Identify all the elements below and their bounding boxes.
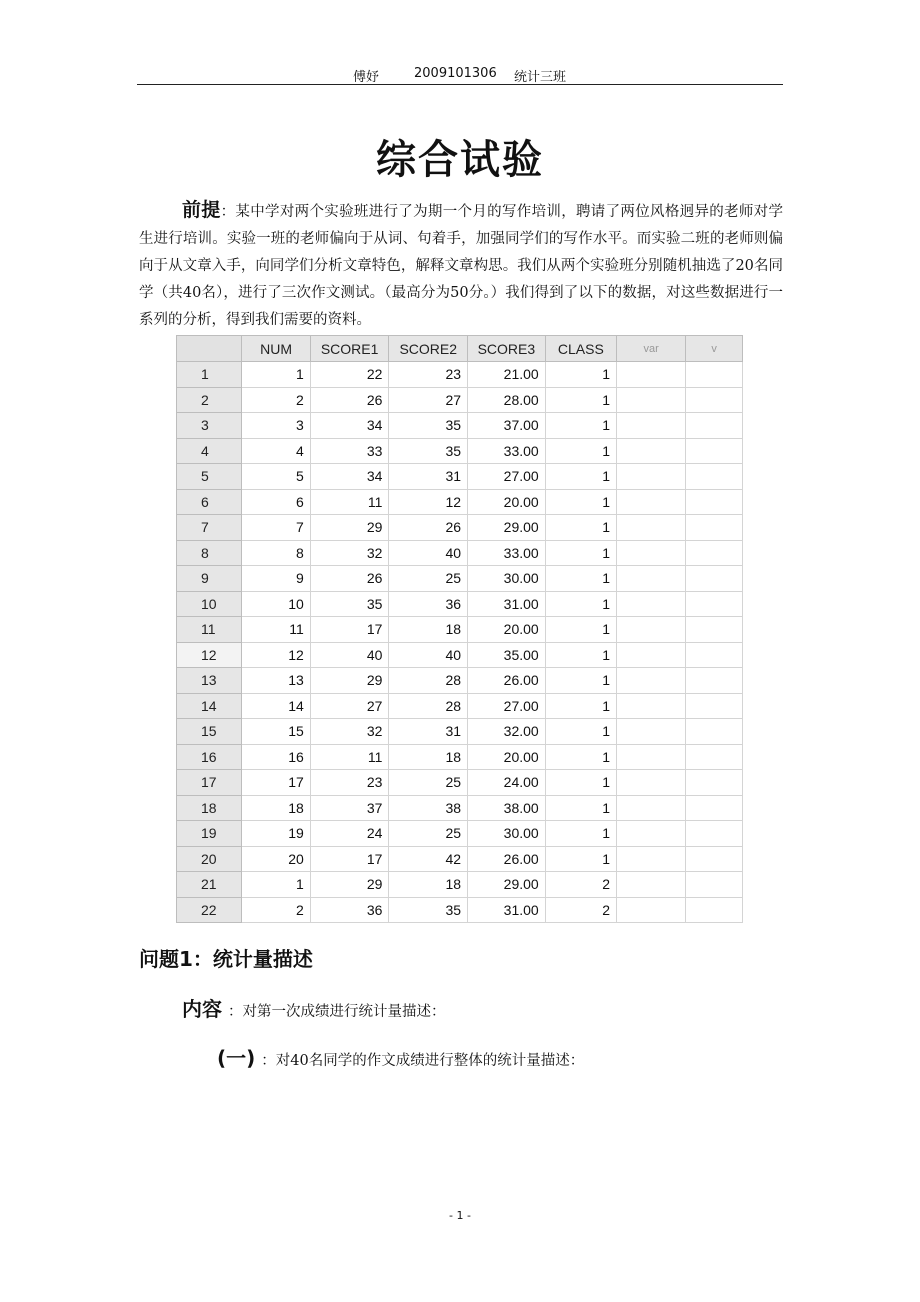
data-cell[interactable]: 33.00 <box>468 438 546 464</box>
table-row <box>177 668 743 694</box>
data-cell[interactable]: 25 <box>389 770 468 796</box>
data-cell[interactable]: 1 <box>545 387 616 413</box>
table-row <box>177 821 743 847</box>
data-cell[interactable]: 10 <box>242 591 311 617</box>
empty-cell[interactable] <box>686 642 743 668</box>
data-cell[interactable]: 4 <box>242 438 311 464</box>
content-line <box>182 993 446 1022</box>
empty-cell[interactable] <box>686 744 743 770</box>
data-cell[interactable]: 18 <box>389 744 468 770</box>
data-cell[interactable]: 1 <box>545 846 616 872</box>
row-number[interactable]: 13 <box>177 668 242 694</box>
empty-cell[interactable] <box>686 489 743 515</box>
data-cell[interactable]: 6 <box>242 489 311 515</box>
data-cell[interactable]: 2 <box>545 897 616 923</box>
page-header <box>137 66 783 85</box>
table-row <box>177 387 743 413</box>
data-cell[interactable]: 29.00 <box>468 515 546 541</box>
data-cell[interactable]: 28.00 <box>468 387 546 413</box>
page-number: - 1 - <box>449 1209 471 1222</box>
row-number[interactable]: 16 <box>177 744 242 770</box>
table-row <box>177 566 743 592</box>
data-cell[interactable]: 1 <box>545 566 616 592</box>
empty-cell[interactable] <box>686 821 743 847</box>
empty-cell[interactable] <box>686 464 743 490</box>
data-cell[interactable]: 1 <box>545 744 616 770</box>
data-cell[interactable]: 40 <box>389 642 468 668</box>
table-row <box>177 515 743 541</box>
data-cell[interactable]: 2 <box>545 872 616 898</box>
header-name: 傅妤 <box>353 70 380 85</box>
data-cell[interactable]: 35.00 <box>468 642 546 668</box>
empty-cell[interactable] <box>686 795 743 821</box>
data-cell[interactable]: 20 <box>242 846 311 872</box>
row-number[interactable]: 14 <box>177 693 242 719</box>
data-cell[interactable]: 37 <box>310 795 389 821</box>
data-cell[interactable]: 28 <box>389 668 468 694</box>
table-row <box>177 362 743 388</box>
row-number[interactable]: 19 <box>177 821 242 847</box>
data-cell[interactable]: 1 <box>545 464 616 490</box>
column-header-score3[interactable]: SCORE3 <box>468 336 546 362</box>
data-cell[interactable]: 38 <box>389 795 468 821</box>
empty-cell[interactable] <box>617 489 686 515</box>
data-cell[interactable]: 26 <box>310 566 389 592</box>
data-cell[interactable]: 42 <box>389 846 468 872</box>
data-cell[interactable]: 23 <box>310 770 389 796</box>
content-text: ：对第一次成绩进行统计量描述： <box>228 1004 446 1020</box>
empty-cell[interactable] <box>686 846 743 872</box>
empty-cell[interactable] <box>617 821 686 847</box>
table-row <box>177 642 743 668</box>
data-cell[interactable]: 1 <box>545 770 616 796</box>
data-cell[interactable]: 3 <box>242 413 311 439</box>
data-cell[interactable]: 26.00 <box>468 846 546 872</box>
data-cell[interactable]: 1 <box>242 872 311 898</box>
premise-text: ：某中学对两个实验班进行了为期一个月的写作培训，聘请了两位风格迥异的老师对学生进行培训。实验一班的老师偏向于从词、句着手，加强同学们的写作水平。而实验二班的老师则偏向于从文章入手，向同学们分析文章特色，解释文章构思。我们从两个实验班分别随机抽选了20名同学（共40名），进行了三次作文测试。（最高分为50分。）我们得到了以下的数据，对这些数据进行一系列的分析，得到我们需要的资料。 <box>139 204 783 328</box>
data-cell[interactable]: 17 <box>242 770 311 796</box>
column-header-num[interactable]: NUM <box>242 336 311 362</box>
data-cell[interactable]: 35 <box>389 413 468 439</box>
data-cell[interactable]: 7 <box>242 515 311 541</box>
table-row <box>177 846 743 872</box>
row-number[interactable]: 6 <box>177 489 242 515</box>
data-cell[interactable]: 35 <box>310 591 389 617</box>
data-cell[interactable]: 40 <box>389 540 468 566</box>
data-cell[interactable]: 31 <box>389 719 468 745</box>
empty-cell[interactable] <box>686 668 743 694</box>
column-header-var-2[interactable]: v <box>686 336 743 362</box>
header-class: 统计三班 <box>514 70 567 85</box>
header-student-id: 2009101306 <box>414 66 497 81</box>
data-cell[interactable]: 1 <box>545 693 616 719</box>
data-cell[interactable]: 20.00 <box>468 744 546 770</box>
data-cell[interactable]: 27.00 <box>468 464 546 490</box>
table-row <box>177 744 743 770</box>
data-cell[interactable]: 36 <box>389 591 468 617</box>
row-number[interactable]: 9 <box>177 566 242 592</box>
data-cell[interactable]: 11 <box>310 489 389 515</box>
data-spreadsheet <box>176 335 743 927</box>
row-number[interactable]: 5 <box>177 464 242 490</box>
data-cell[interactable]: 1 <box>545 438 616 464</box>
empty-cell[interactable] <box>617 795 686 821</box>
table-row <box>177 795 743 821</box>
empty-cell[interactable] <box>686 413 743 439</box>
header-row <box>177 336 743 362</box>
empty-cell[interactable] <box>686 515 743 541</box>
data-cell[interactable]: 1 <box>545 489 616 515</box>
row-number[interactable]: 20 <box>177 846 242 872</box>
table-row <box>177 438 743 464</box>
data-cell[interactable]: 29 <box>310 872 389 898</box>
data-cell[interactable]: 32 <box>310 540 389 566</box>
data-cell[interactable]: 1 <box>545 362 616 388</box>
table-row <box>177 770 743 796</box>
part-1-label: (一) <box>217 1046 256 1070</box>
row-number[interactable]: 1 <box>177 362 242 388</box>
empty-cell[interactable] <box>686 438 743 464</box>
data-cell[interactable]: 1 <box>545 668 616 694</box>
data-cell[interactable]: 19 <box>242 821 311 847</box>
data-cell[interactable]: 35 <box>389 438 468 464</box>
column-header-score2[interactable]: SCORE2 <box>389 336 468 362</box>
data-cell[interactable]: 26.00 <box>468 668 546 694</box>
data-cell[interactable]: 2 <box>242 897 311 923</box>
data-cell[interactable]: 30.00 <box>468 821 546 847</box>
data-cell[interactable]: 29.00 <box>468 872 546 898</box>
table-row <box>177 464 743 490</box>
data-cell[interactable]: 18 <box>389 617 468 643</box>
document-title: 综合试验 <box>376 137 544 183</box>
premise-paragraph <box>139 197 783 334</box>
empty-cell[interactable] <box>617 540 686 566</box>
table-row <box>177 897 743 923</box>
data-cell[interactable]: 22 <box>310 362 389 388</box>
empty-cell[interactable] <box>617 846 686 872</box>
empty-cell[interactable] <box>686 617 743 643</box>
empty-cell[interactable] <box>686 540 743 566</box>
empty-cell[interactable] <box>686 591 743 617</box>
data-cell[interactable]: 24 <box>310 821 389 847</box>
data-cell[interactable]: 31.00 <box>468 591 546 617</box>
part-1-line <box>217 1042 584 1071</box>
column-header-var[interactable]: var <box>617 336 686 362</box>
data-cell[interactable]: 28 <box>389 693 468 719</box>
data-cell[interactable]: 15 <box>242 719 311 745</box>
data-cell[interactable]: 2 <box>242 387 311 413</box>
empty-cell[interactable] <box>617 897 686 923</box>
data-cell[interactable]: 17 <box>310 846 389 872</box>
data-cell[interactable]: 1 <box>545 821 616 847</box>
data-cell[interactable]: 18 <box>242 795 311 821</box>
data-cell[interactable]: 8 <box>242 540 311 566</box>
data-cell[interactable]: 27.00 <box>468 693 546 719</box>
empty-cell[interactable] <box>686 770 743 796</box>
empty-cell[interactable] <box>686 897 743 923</box>
question-1-heading: 问题1：统计量描述 <box>139 947 313 971</box>
empty-cell[interactable] <box>617 617 686 643</box>
data-cell[interactable]: 1 <box>545 515 616 541</box>
empty-cell[interactable] <box>617 744 686 770</box>
row-number[interactable]: 12 <box>177 642 242 668</box>
data-cell[interactable]: 20.00 <box>468 617 546 643</box>
empty-cell[interactable] <box>617 464 686 490</box>
data-cell[interactable]: 32 <box>310 719 389 745</box>
table-row <box>177 489 743 515</box>
data-cell[interactable]: 40 <box>310 642 389 668</box>
table-row <box>177 540 743 566</box>
data-cell[interactable]: 34 <box>310 413 389 439</box>
data-cell[interactable]: 29 <box>310 515 389 541</box>
data-cell[interactable]: 1 <box>545 540 616 566</box>
data-cell[interactable]: 35 <box>389 897 468 923</box>
data-table <box>176 335 743 923</box>
table-row <box>177 693 743 719</box>
data-cell[interactable]: 36 <box>310 897 389 923</box>
empty-cell[interactable] <box>617 719 686 745</box>
premise-label: 前提 <box>182 199 221 221</box>
data-cell[interactable]: 38.00 <box>468 795 546 821</box>
data-cell[interactable]: 1 <box>545 413 616 439</box>
data-cell[interactable]: 1 <box>545 795 616 821</box>
table-row <box>177 591 743 617</box>
empty-cell[interactable] <box>617 668 686 694</box>
empty-cell[interactable] <box>617 362 686 388</box>
empty-cell[interactable] <box>686 872 743 898</box>
data-cell[interactable]: 23 <box>389 362 468 388</box>
data-cell[interactable]: 30.00 <box>468 566 546 592</box>
empty-cell[interactable] <box>686 719 743 745</box>
empty-cell[interactable] <box>617 515 686 541</box>
data-cell[interactable]: 31.00 <box>468 897 546 923</box>
row-number[interactable]: 15 <box>177 719 242 745</box>
data-cell[interactable]: 12 <box>242 642 311 668</box>
data-cell[interactable]: 29 <box>310 668 389 694</box>
empty-cell[interactable] <box>686 362 743 388</box>
data-cell[interactable]: 37.00 <box>468 413 546 439</box>
empty-cell[interactable] <box>617 770 686 796</box>
row-number[interactable]: 3 <box>177 413 242 439</box>
empty-cell[interactable] <box>617 872 686 898</box>
data-cell[interactable]: 17 <box>310 617 389 643</box>
row-number[interactable]: 22 <box>177 897 242 923</box>
data-cell[interactable]: 26 <box>310 387 389 413</box>
empty-cell[interactable] <box>617 387 686 413</box>
data-cell[interactable]: 1 <box>545 591 616 617</box>
row-number[interactable]: 18 <box>177 795 242 821</box>
empty-cell[interactable] <box>617 566 686 592</box>
row-number[interactable]: 11 <box>177 617 242 643</box>
content-label: 内容 <box>182 997 222 1021</box>
column-header-score1[interactable]: SCORE1 <box>310 336 389 362</box>
row-number[interactable]: 10 <box>177 591 242 617</box>
data-cell[interactable]: 1 <box>545 617 616 643</box>
table-row <box>177 719 743 745</box>
empty-cell[interactable] <box>686 387 743 413</box>
data-cell[interactable]: 32.00 <box>468 719 546 745</box>
row-number[interactable]: 8 <box>177 540 242 566</box>
table-row <box>177 617 743 643</box>
data-cell[interactable]: 1 <box>545 719 616 745</box>
data-cell[interactable]: 21.00 <box>468 362 546 388</box>
row-number[interactable]: 4 <box>177 438 242 464</box>
data-cell[interactable]: 25 <box>389 566 468 592</box>
data-cell[interactable]: 33.00 <box>468 540 546 566</box>
data-cell[interactable]: 26 <box>389 515 468 541</box>
data-cell[interactable]: 1 <box>545 642 616 668</box>
column-header-class[interactable]: CLASS <box>545 336 616 362</box>
data-cell[interactable]: 5 <box>242 464 311 490</box>
row-number[interactable]: 7 <box>177 515 242 541</box>
data-cell[interactable]: 31 <box>389 464 468 490</box>
data-cell[interactable]: 25 <box>389 821 468 847</box>
row-number[interactable]: 17 <box>177 770 242 796</box>
empty-cell[interactable] <box>686 566 743 592</box>
data-cell[interactable]: 9 <box>242 566 311 592</box>
empty-cell[interactable] <box>617 591 686 617</box>
part-1-text: ：对40名同学的作文成绩进行整体的统计量描述： <box>261 1053 585 1069</box>
data-cell[interactable]: 16 <box>242 744 311 770</box>
empty-cell[interactable] <box>617 438 686 464</box>
data-cell[interactable]: 18 <box>389 872 468 898</box>
data-cell[interactable]: 27 <box>389 387 468 413</box>
data-cell[interactable]: 27 <box>310 693 389 719</box>
data-cell[interactable]: 20.00 <box>468 489 546 515</box>
empty-cell[interactable] <box>617 642 686 668</box>
data-cell[interactable]: 11 <box>310 744 389 770</box>
empty-cell[interactable] <box>686 693 743 719</box>
row-number[interactable]: 2 <box>177 387 242 413</box>
data-cell[interactable]: 11 <box>242 617 311 643</box>
data-cell[interactable]: 33 <box>310 438 389 464</box>
data-cell[interactable]: 12 <box>389 489 468 515</box>
data-cell[interactable]: 24.00 <box>468 770 546 796</box>
data-cell[interactable]: 13 <box>242 668 311 694</box>
table-row <box>177 413 743 439</box>
data-cell[interactable]: 34 <box>310 464 389 490</box>
data-cell[interactable]: 1 <box>242 362 311 388</box>
empty-cell[interactable] <box>617 693 686 719</box>
row-number[interactable]: 21 <box>177 872 242 898</box>
data-cell[interactable]: 14 <box>242 693 311 719</box>
empty-cell[interactable] <box>617 413 686 439</box>
table-row <box>177 872 743 898</box>
corner-cell[interactable] <box>177 336 242 362</box>
